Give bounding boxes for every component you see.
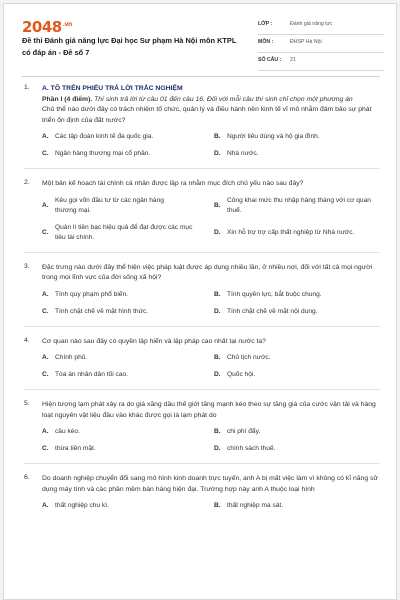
option-label: D. xyxy=(214,371,221,378)
option-label: D. xyxy=(214,150,221,157)
option-d[interactable] xyxy=(214,223,386,243)
option-text: Kêu gọi vốn đầu tư từ các ngân hàng thương mại. xyxy=(55,196,164,214)
option-text: thất nghiệp ma sát. xyxy=(227,502,284,509)
option-text: Quản lí tiền bạc hiệu quả để đạt được các mục tiêu tài chính. xyxy=(55,223,193,241)
option-label: B. xyxy=(214,201,221,209)
option-label: A. xyxy=(42,502,49,509)
question-number: 2. xyxy=(24,179,30,186)
option-d[interactable] xyxy=(214,149,386,159)
option-b[interactable] xyxy=(214,196,386,216)
option-label: C. xyxy=(42,371,49,378)
question-5 xyxy=(24,400,380,454)
option-label: B. xyxy=(214,428,221,435)
option-a[interactable] xyxy=(42,353,214,363)
question-divider xyxy=(24,168,380,169)
question-text: Do doanh nghiệp chuyển đổi sang mô hình kinh doanh trực tuyến, anh A bị mất việc làm vì không có kĩ năng sử dụng máy tính và các phần mềm bán hàng hiện đại. Trường hợp này anh A thuộc loại hình xyxy=(42,475,378,493)
page-header xyxy=(4,4,396,76)
question-number: 1. xyxy=(24,84,30,91)
options xyxy=(42,132,380,159)
option-label: C. xyxy=(42,150,49,157)
option-text: Người tiêu dùng và hộ gia đình. xyxy=(227,133,320,140)
option-d[interactable] xyxy=(214,370,386,380)
option-label: C. xyxy=(42,307,49,315)
option-label: A. xyxy=(42,201,49,209)
option-b[interactable] xyxy=(214,290,386,300)
logo-text: 2048 xyxy=(22,18,62,36)
option-text: Tính chặt chẽ về mặt nội dung. xyxy=(227,307,318,315)
option-label: D. xyxy=(214,445,221,452)
option-text: Tòa án nhân dân tối cao. xyxy=(55,371,128,378)
question-text: Đặc trưng nào dưới đây thể hiện việc pháp luật được áp dụng nhiều lần, ở nhiều nơi, đối với tất cả mọi người trong mọi lĩnh vực của đời sống xã hội? xyxy=(42,263,373,281)
page-title: Đề thi Đánh giá năng lực Đại học Sư phạm Hà Nội môn KTPL có đáp án - Đề số 7 xyxy=(22,36,237,57)
question-text: Cơ quan nào sau đây có quyền lập hiến và lập pháp cao nhất tại nước ta? xyxy=(42,337,266,345)
site-logo[interactable] xyxy=(22,18,72,36)
question-number: 3. xyxy=(24,262,30,270)
option-a[interactable] xyxy=(42,290,214,300)
option-label: D. xyxy=(214,228,221,236)
header-divider xyxy=(22,76,380,77)
option-text: chính sách thuế. xyxy=(227,445,276,452)
option-text: Công khai mức thu nhập hàng tháng với cơ quan thuế. xyxy=(227,196,371,214)
question-list xyxy=(4,84,396,511)
question-number: 4. xyxy=(24,336,30,344)
section-title: A. TÔ TRÊN PHIẾU TRẢ LỜI TRẮC NGHIỆM xyxy=(42,85,183,92)
question-text: Hiện tượng lạm phát xảy ra do giá xăng dầu thế giới tăng mạnh kéo theo sự tăng giá của cước vận tải và hàng loạt nguyên vật liệu đầu vào khác được gọi là lạm phát do xyxy=(42,401,376,419)
question-divider xyxy=(24,326,380,327)
options xyxy=(42,427,380,454)
option-a[interactable] xyxy=(42,501,214,511)
option-text: Tính quyền lực, bắt buộc chung. xyxy=(227,290,322,298)
options xyxy=(42,501,380,511)
part-instruction xyxy=(42,95,380,106)
option-a[interactable] xyxy=(42,427,214,437)
info-value: Đánh giá năng lực xyxy=(290,21,333,27)
option-d[interactable] xyxy=(214,307,386,317)
info-value: ĐHSP Hà Nội xyxy=(290,39,322,45)
info-row-class xyxy=(258,17,384,35)
option-c[interactable] xyxy=(42,307,214,317)
option-c[interactable] xyxy=(42,149,214,159)
options xyxy=(42,353,380,380)
option-text: Tính quy phạm phổ biến. xyxy=(55,290,128,298)
info-value: 21 xyxy=(290,57,296,63)
option-label: C. xyxy=(42,445,49,452)
option-text: chi phí đẩy. xyxy=(227,428,261,435)
option-text: Xin hỗ trợ trợ cấp thất nghiệp từ Nhà nước. xyxy=(227,228,355,236)
question-1 xyxy=(24,84,380,159)
option-c[interactable] xyxy=(42,223,214,243)
part-title: Phần I (4 điểm). xyxy=(42,95,93,103)
option-label: A. xyxy=(42,133,49,140)
part-note: Thí sinh trả lời từ câu 01 đến câu 16. Đối với mỗi câu thí sinh chỉ chọn một phương án xyxy=(92,95,353,103)
question-3 xyxy=(24,263,380,317)
options xyxy=(42,290,380,317)
option-label: A. xyxy=(42,290,49,298)
option-text: thừa tiền mặt. xyxy=(55,445,96,452)
option-text: cầu kéo. xyxy=(55,428,80,435)
info-label: LỚP : xyxy=(258,21,273,27)
question-divider xyxy=(24,252,380,253)
option-text: Nhà nước. xyxy=(227,150,259,157)
question-text: Một bản kế hoạch tài chính cá nhân được lập ra nhằm mục đích chủ yếu nào sau đây? xyxy=(42,180,304,187)
question-6 xyxy=(24,474,380,511)
question-4 xyxy=(24,337,380,381)
info-row-subject xyxy=(258,35,384,53)
option-label: B. xyxy=(214,354,221,361)
option-text: Tính chặt chẽ về mặt hình thức. xyxy=(55,307,149,315)
option-c[interactable] xyxy=(42,370,214,380)
option-label: B. xyxy=(214,290,221,298)
info-label: SỐ CÂU : xyxy=(258,57,282,63)
question-number: 5. xyxy=(24,400,30,407)
option-text: Quốc hội. xyxy=(227,371,256,378)
option-b[interactable] xyxy=(214,427,386,437)
question-2 xyxy=(24,179,380,243)
option-label: B. xyxy=(214,133,221,140)
option-a[interactable] xyxy=(42,132,214,142)
option-label: D. xyxy=(214,307,221,315)
option-b[interactable] xyxy=(214,501,386,511)
option-b[interactable] xyxy=(214,132,386,142)
info-row-count xyxy=(258,53,384,71)
option-label: C. xyxy=(42,228,49,236)
option-label: A. xyxy=(42,354,49,361)
option-text: Chính phủ. xyxy=(55,354,88,361)
logo-suffix: .vn xyxy=(62,21,72,28)
option-text: Chủ tịch nước. xyxy=(227,354,271,361)
option-b[interactable] xyxy=(214,353,386,363)
option-text: Các tập đoàn kinh tế đa quốc gia. xyxy=(55,133,154,140)
exam-info-panel xyxy=(258,17,384,71)
option-text: thất nghiệp chu kì. xyxy=(55,502,109,509)
options xyxy=(42,196,380,243)
option-d[interactable] xyxy=(214,444,386,454)
option-label: A. xyxy=(42,428,49,435)
option-c[interactable] xyxy=(42,444,214,454)
question-number: 6. xyxy=(24,474,30,481)
info-label: MÔN : xyxy=(258,39,274,45)
exam-page xyxy=(3,3,397,600)
option-label: B. xyxy=(214,502,221,509)
question-divider xyxy=(24,463,380,464)
question-divider xyxy=(24,389,380,390)
option-a[interactable] xyxy=(42,196,214,216)
question-text: Chủ thể nào dưới đây có trách nhiệm tổ chức, quản lý và điều hành nền kinh tế vĩ mô nhằm đảm bảo sự phát triển ổn định của đất nước? xyxy=(42,106,372,124)
option-text: Ngân hàng thương mại cổ phần. xyxy=(55,150,151,157)
